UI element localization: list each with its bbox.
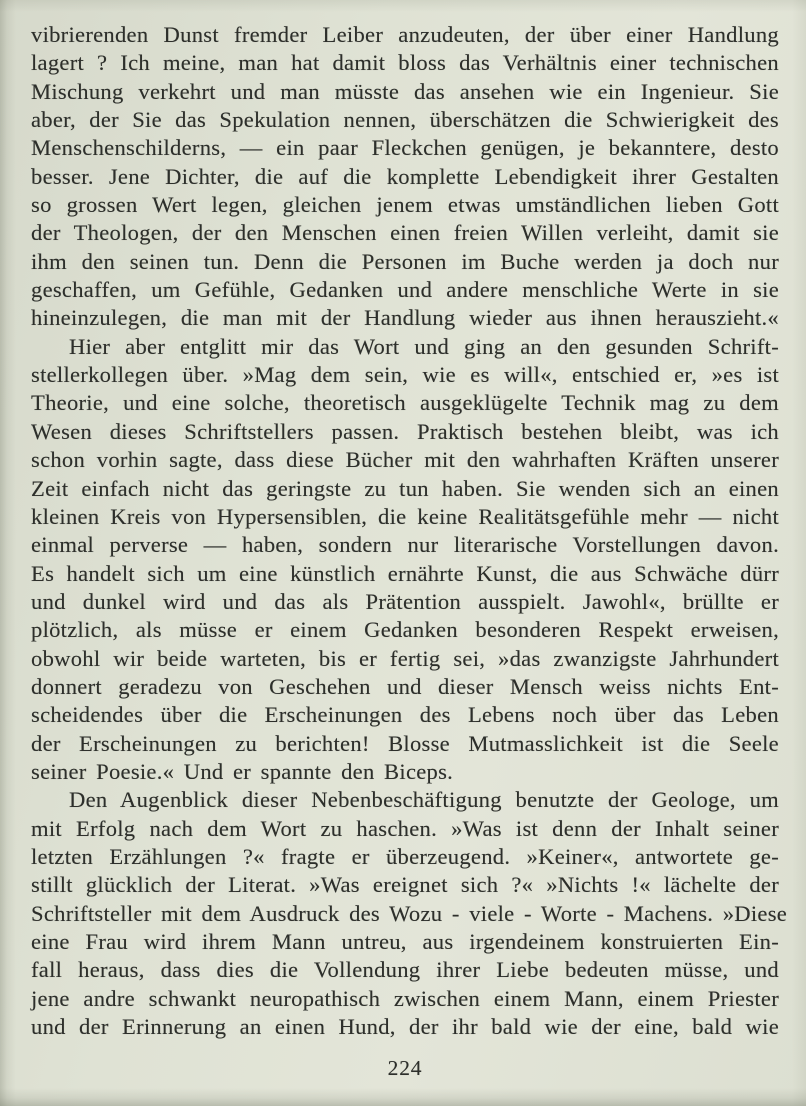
text-line: donnert geradezu von Geschehen und dieser Mensch weiss nichts Ent-: [31, 673, 779, 699]
text-line: geschaffen, um Gefühle, Gedanken und andere menschliche Werte in sie: [31, 277, 779, 303]
text-block: [31, 21, 788, 1041]
text-line: obwohl wir beide warteten, bis er fertig sei, »das zwanzigste Jahrhundert: [31, 645, 779, 671]
text-line: stellerkollegen über. »Mag dem sein, wie es will«, entschied er, »es ist: [31, 362, 779, 388]
text-line: der Erscheinungen zu berichten! Blosse Mutmasslichkeit ist die Seele: [31, 730, 779, 756]
text-line: plötzlich, als müsse er einem Gedanken besonderen Respekt erweisen,: [31, 617, 779, 643]
page-number: 224: [387, 1056, 423, 1080]
text-line: Theorie, und eine solche, theoretisch ausgeklügelte Technik mag zu dem: [31, 390, 779, 416]
text-line-paragraph-start: Hier aber entglitt mir das Wort und ging an den gesunden Schrift-: [69, 333, 779, 359]
text-line: aber, der Sie das Spekulation nennen, überschätzen die Schwierigkeit des: [31, 107, 779, 133]
text-line: Es handelt sich um eine künstlich ernährte Kunst, die aus Schwäche dürr: [31, 560, 779, 586]
text-line: scheidendes über die Erscheinungen des Lebens noch über das Leben: [31, 702, 779, 728]
text-line: stillt glücklich der Literat. »Was ereignet sich ?« »Nichts !« lächelte der: [31, 872, 779, 898]
text-line: schon vorhin sagte, dass diese Bücher mit den wahrhaften Kräften unserer: [31, 447, 779, 473]
text-line: letzten Erzählungen ?« fragte er überzeugend. »Keiner«, antwortete ge-: [31, 843, 779, 869]
text-line: besser. Jene Dichter, die auf die komplette Lebendigkeit ihrer Gestalten: [31, 163, 779, 189]
text-line: jene andre schwankt neuropathisch zwischen einem Mann, einem Priester: [31, 985, 779, 1011]
text-line: und dunkel wird und das als Prätention ausspielt. Jawohl«, brüllte er: [31, 588, 779, 614]
text-line: einmal perverse — haben, sondern nur literarische Vorstellungen davon.: [31, 532, 779, 558]
text-line: Wesen dieses Schriftstellers passen. Praktisch bestehen bleibt, was ich: [31, 418, 779, 444]
text-line: kleinen Kreis von Hypersensiblen, die keine Realitätsgefühle mehr — nicht: [31, 503, 779, 529]
text-line: und der Erinnerung an einen Hund, der ihr bald wie der eine, bald wie: [31, 1014, 779, 1040]
text-line: Mischung verkehrt und man müsste das ansehen wie ein Ingenieur. Sie: [31, 78, 779, 104]
text-line: ihm den seinen tun. Denn die Personen im Buche werden ja doch nur: [31, 248, 779, 274]
text-line: fall heraus, dass dies die Vollendung ihrer Liebe bedeuten müsse, und: [31, 957, 779, 983]
text-line: der Theologen, der den Menschen einen freien Willen verleiht, damit sie: [31, 220, 779, 246]
text-line: Menschenschilderns, — ein paar Fleckchen genügen, je bekanntere, desto: [31, 135, 779, 161]
text-line: so grossen Wert legen, gleichen jenem etwas umständlichen lieben Gott: [31, 192, 779, 218]
text-line-paragraph-start: Den Augenblick dieser Nebenbeschäftigung benutzte der Geologe, um: [69, 787, 779, 813]
text-line: hineinzulegen, die man mit der Handlung wieder aus ihnen herauszieht.«: [31, 305, 779, 331]
text-line: Zeit einfach nicht das geringste zu tun haben. Sie wenden sich an einen: [31, 475, 779, 501]
text-line: eine Frau wird ihrem Mann untreu, aus irgendeinem konstruierten Ein-: [31, 929, 779, 954]
text-line-paragraph-end: seiner Poesie.« Und er spannte den Biceps.: [31, 758, 454, 784]
text-line: Schriftsteller mit dem Ausdruck des Wozu - viele - Worte - Machens. »Diese: [31, 900, 788, 926]
text-line: mit Erfolg nach dem Wort zu haschen. »Was ist denn der Inhalt seiner: [31, 815, 779, 841]
text-line: vibrierenden Dunst fremder Leiber anzudeuten, der über einer Handlung: [31, 22, 779, 47]
text-line: lagert ? Ich meine, man hat damit bloss das Verhältnis einer technischen: [31, 50, 779, 76]
